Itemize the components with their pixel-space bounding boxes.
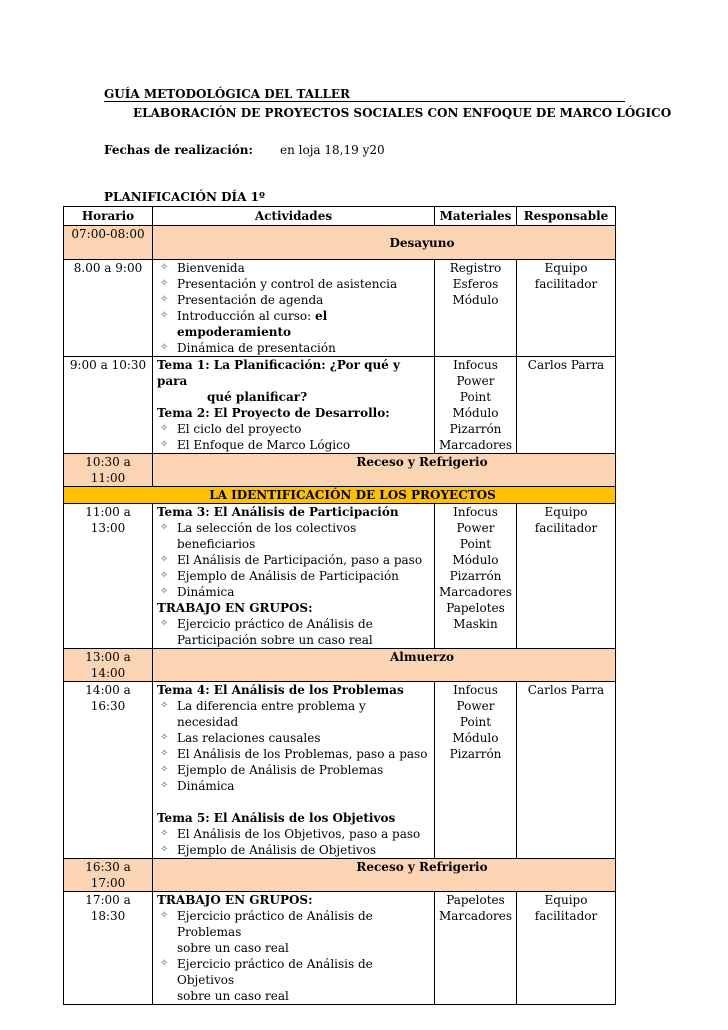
time-cell: 10:30 a 11:00 (64, 454, 153, 487)
list-item: ✧ La diferencia entre problema y necesidad (157, 698, 430, 730)
plan-heading: PLANIFICACIÓN DÍA 1º (104, 190, 265, 204)
row-receso-1 (64, 454, 616, 487)
list-item: ✧ Dinámica de presentación (157, 340, 430, 356)
item-text: Introducción al curso: (177, 309, 315, 323)
material: Point (459, 715, 492, 729)
topic-title: Tema 2: El Proyecto de Desarrollo: (157, 406, 390, 420)
row-planificacion (64, 357, 616, 454)
list-item: ✧ El Análisis de Participación, paso a paso (157, 552, 430, 568)
row-bienvenida (64, 260, 616, 357)
activities-cell (153, 682, 435, 859)
material: Infocus (453, 505, 498, 519)
time-cell: 14:00 a 16:30 (64, 682, 153, 859)
topic-title: Tema 3: El Análisis de Participación (157, 505, 399, 519)
break-label: Almuerzo (153, 649, 616, 682)
list-item: ✧ Ejemplo de Análisis de Participación (157, 568, 430, 584)
document-subtitle: ELABORACIÓN DE PROYECTOS SOCIALES CON ENFOQUE DE MARCO LÓGICO (133, 106, 672, 120)
material: Pizarrón (449, 747, 502, 761)
material: Módulo (452, 406, 499, 420)
list-item: ✧ El Análisis de los Problemas, paso a paso (157, 746, 430, 762)
topic-title-cont: qué planificar? (207, 390, 308, 404)
schedule-table (63, 206, 616, 1005)
row-section-identificacion (64, 487, 616, 504)
material: Marcadores (439, 585, 512, 599)
material: Módulo (452, 731, 499, 745)
responsible-cell: Carlos Parra (517, 682, 616, 859)
materials-cell (435, 682, 517, 859)
list-item (157, 616, 430, 648)
materials-cell (435, 260, 517, 357)
row-trabajo-grupos (64, 892, 616, 1005)
responsible-cell (517, 892, 616, 1005)
item-text-cont: sobre un caso real (177, 941, 289, 955)
list-item: ✧ Dinámica (157, 778, 430, 794)
list-item: ✧ El Enfoque de Marco Lógico (157, 437, 430, 453)
list-item: ✧ Dinámica (157, 584, 430, 600)
time-cell: 9:00 a 10:30 (64, 357, 153, 454)
list-item (157, 956, 430, 1004)
list-item: ✧ Presentación de agenda (157, 292, 430, 308)
material: Papelotes (446, 601, 505, 615)
break-label: Receso y Refrigerio (153, 859, 616, 892)
row-receso-2 (64, 859, 616, 892)
time-cell: 11:00 a 13:00 (64, 504, 153, 649)
item-bold-text: el empoderamiento (177, 309, 328, 339)
col-actividades: Actividades (153, 207, 435, 226)
material: Marcadores (439, 909, 512, 923)
material: Módulo (452, 293, 499, 307)
material: Power (456, 521, 495, 535)
time-cell: 16:30 a 17:00 (64, 859, 153, 892)
list-item: ✧ Ejemplo de Análisis de Objetivos (157, 842, 430, 858)
item-text: Ejercicio práctico de Análisis de Objetivos (177, 957, 373, 987)
responsible-cell: Carlos Parra (517, 357, 616, 454)
responsible-cell (517, 260, 616, 357)
material: Point (459, 537, 492, 551)
activities-cell (153, 504, 435, 649)
list-item: ✧ Bienvenida (157, 260, 430, 276)
item-text-cont: Participación sobre un caso real (177, 633, 373, 647)
material: Papelotes (446, 893, 505, 907)
materials-cell (435, 892, 517, 1005)
item-text: Ejercicio práctico de Análisis de Problemas (177, 909, 373, 939)
break-label: Desayuno (153, 226, 616, 260)
time-cell: 13:00 a 14:00 (64, 649, 153, 682)
break-label: Receso y Refrigerio (153, 454, 616, 487)
row-problemas (64, 682, 616, 859)
dates-label: Fechas de realización: (104, 143, 253, 157)
activities-cell (153, 260, 435, 357)
responsible-line: Equipo (544, 261, 588, 275)
table-header-row (64, 207, 616, 226)
item-text-cont: sobre un caso real (177, 989, 289, 1003)
col-horario: Horario (64, 207, 153, 226)
materials-cell (435, 357, 517, 454)
material: Maskin (453, 617, 498, 631)
time-cell: 17:00 a 18:30 (64, 892, 153, 1005)
responsible-line: facilitador (534, 909, 598, 923)
responsible-line: facilitador (534, 277, 598, 291)
dates-value: en loja 18,19 y20 (280, 143, 385, 157)
row-desayuno (64, 226, 616, 260)
dates-line (104, 143, 385, 157)
topic-title: Tema 1: La Planificación: ¿Por qué y para (157, 358, 400, 388)
material: Infocus (453, 358, 498, 372)
responsible-line: Equipo (544, 505, 588, 519)
group-work-title: TRABAJO EN GRUPOS: (157, 893, 313, 907)
list-item: ✧ La selección de los colectivos beneficiarios (157, 520, 430, 552)
section-heading: LA IDENTIFICACIÓN DE LOS PROYECTOS (64, 487, 616, 504)
responsible-line: facilitador (534, 521, 598, 535)
material: Infocus (453, 683, 498, 697)
material: Esferos (452, 277, 499, 291)
material: Point (459, 390, 492, 404)
row-almuerzo (64, 649, 616, 682)
material: Power (456, 699, 495, 713)
group-work-title: TRABAJO EN GRUPOS: (157, 601, 313, 615)
col-responsable: Responsable (517, 207, 616, 226)
responsible-cell (517, 504, 616, 649)
list-item: ✧ El Análisis de los Objetivos, paso a paso (157, 826, 430, 842)
item-text: Ejercicio práctico de Análisis de (177, 617, 373, 631)
time-cell: 07:00-08:00 (64, 226, 153, 260)
list-item: ✧ El ciclo del proyecto (157, 421, 430, 437)
material: Registro (449, 261, 502, 275)
col-materiales: Materiales (435, 207, 517, 226)
time-cell: 8.00 a 9:00 (64, 260, 153, 357)
activities-cell (153, 357, 435, 454)
materials-cell (435, 504, 517, 649)
row-participacion (64, 504, 616, 649)
list-item (157, 308, 430, 340)
material: Pizarrón (449, 569, 502, 583)
list-item: ✧ Las relaciones causales (157, 730, 430, 746)
topic-title: Tema 4: El Análisis de los Problemas (157, 683, 404, 697)
title-divider (104, 101, 625, 102)
list-item: ✧ Presentación y control de asistencia (157, 276, 430, 292)
list-item (157, 908, 430, 956)
material: Módulo (452, 553, 499, 567)
material: Pizarrón (449, 422, 502, 436)
responsible-line: Equipo (544, 893, 588, 907)
topic-title: Tema 5: El Análisis de los Objetivos (157, 811, 396, 825)
list-item: ✧ Ejemplo de Análisis de Problemas (157, 762, 430, 778)
material: Marcadores (439, 438, 512, 452)
document-title: GUÍA METODOLÓGICA DEL TALLER (104, 87, 351, 101)
activities-cell (153, 892, 435, 1005)
material: Power (456, 374, 495, 388)
